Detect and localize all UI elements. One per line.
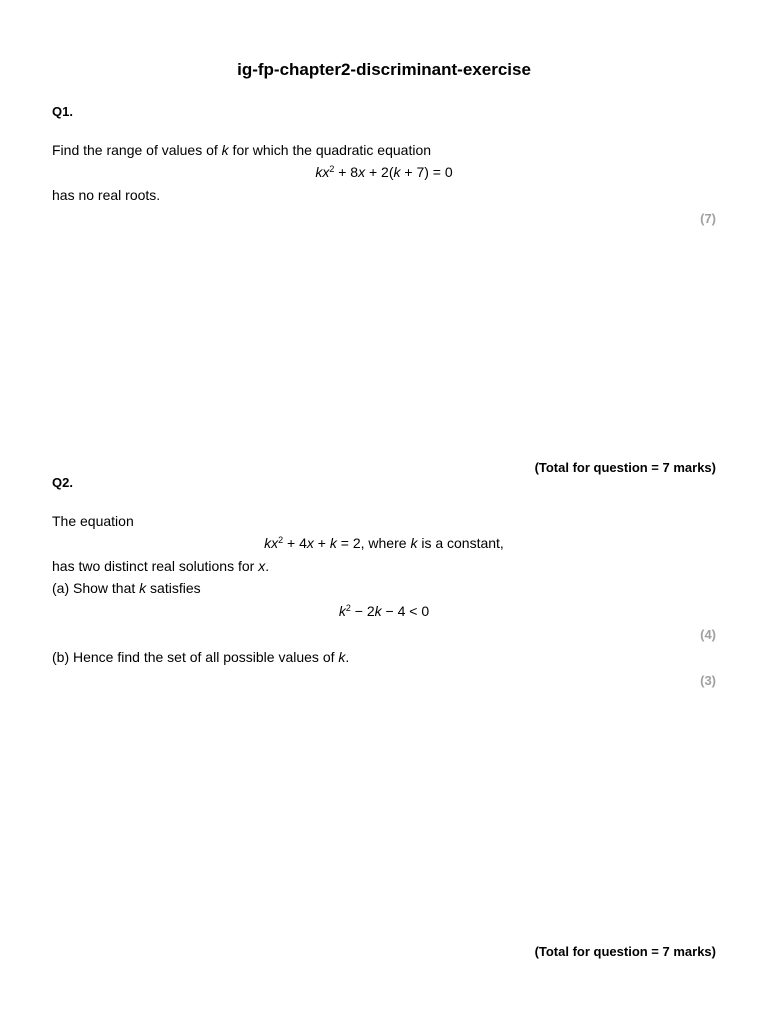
question-2-intro: The equation (52, 513, 134, 529)
question-2-part-a: (a) Show that k satisfies (52, 580, 201, 596)
document-title: ig-fp-chapter2-discriminant-exercise (237, 60, 531, 79)
question-1-condition: has no real roots. (52, 187, 161, 203)
question-2-part-a-marks: (4) (700, 627, 716, 642)
question-2-inequality: $k^2 - 2k - 4 < 0$ (338, 603, 430, 619)
question-2-total: (Total for question = 7 marks) (534, 944, 716, 959)
question-1-equation: $kx^2 + 8x + 2(k + 7) = 0$ (315, 164, 453, 180)
question-1-total: (Total for question = 7 marks) (534, 460, 716, 475)
question-2-equation: $kx^2 + 4x + k = 2$, where k is a constant, (264, 535, 504, 551)
question-2-condition: has two distinct real solutions for x. (52, 558, 270, 574)
question-1-label: Q1. (52, 104, 73, 119)
question-1-marks: (7) (700, 211, 716, 226)
question-2-part-b-marks: (3) (700, 673, 716, 688)
question-1-intro: Find the range of values of k for which the quadratic equation (52, 142, 432, 158)
question-2-part-b: (b) Hence find the set of all possible values of k. (52, 649, 350, 665)
question-2-label: Q2. (52, 475, 73, 490)
